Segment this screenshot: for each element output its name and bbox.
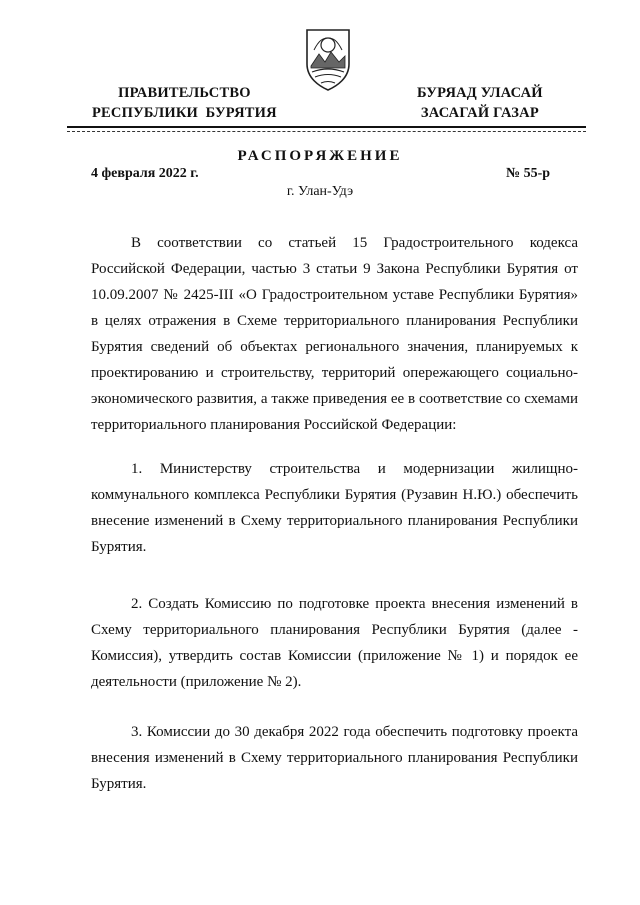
clause-1-paragraph: 1. Министерству строительства и модернизации жилищно-коммунального комплекса Республики Бурятия (Рузавин Н.Ю.) обеспечить внесение изменений в Схему территориального планирования Республики Бурятия. [91,461,578,555]
clause-2-paragraph: 2. Создать Комиссию по подготовке проекта внесения изменений в Схему территориального планирования Республики Бурятия (далее - Комиссия), утвердить состав Комиссии (приложение № 1) и порядок ее деятельности (приложение № 2). [91,596,578,690]
coat-of-arms-icon [303,26,353,92]
government-name-buryat-line2: ЗАСАГАЙ ГАЗАР [420,105,539,121]
header-divider-thick [67,126,586,128]
clause-3-paragraph: 3. Комиссии до 30 декабря 2022 года обеспечить подготовку проекта внесения изменений в Схему территориального планирования Республики Бурятия. [91,724,578,792]
preamble-paragraph: В соответствии со статьей 15 Градостроительного кодекса Российской Федерации, частью 3 статьи 9 Закона Республики Бурятия от 10.09.2007 № 2425-III «О Градостроительном уставе Республики Бурятия» в целях отражения в Схеме территориального планирования Республики Бурятия сведений об объектах регионального значения, планируемых к проектированию и строительству, территорий опережающего социально-экономического развития, а также приведения ее в соответствие со схемами территориального планирования Российской Федерации: [91,235,578,433]
document-city: г. Улан-Удэ [286,184,354,199]
header-divider-thin [67,131,586,132]
document-title: РАСПОРЯЖЕНИЕ [237,148,403,164]
government-name-russian-line1: ПРАВИТЕЛЬСТВО [118,85,251,101]
government-name-russian-line2: РЕСПУБЛИКИ БУРЯТИЯ [92,105,277,121]
government-name-buryat [417,83,543,123]
government-name-buryat-line1: БУРЯАД УЛАСАЙ [417,85,543,101]
document-date: 4 февраля 2022 г. [91,166,199,181]
government-name-russian [92,83,277,123]
document-number: № 55-р [506,166,551,181]
